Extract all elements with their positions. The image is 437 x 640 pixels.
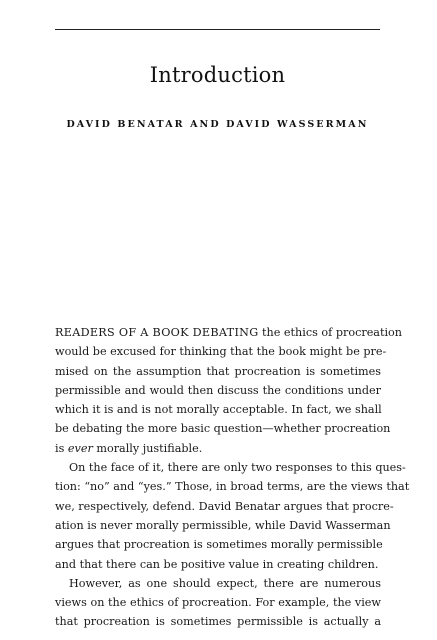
text-line: However, as one should expect, there are numerous [69,576,381,590]
text-line: mised on the assumption that procreation is sometimes [55,364,381,378]
text-line: is ever morally justifiable. [55,441,203,455]
header-rule [55,29,380,30]
chapter-authors: DAVID BENATAR AND DAVID WASSERMAN [66,119,369,130]
text-line: argues that procreation is sometimes morally permissible [55,538,383,552]
paragraph-3 [55,574,381,632]
paragraph-2 [55,458,410,574]
paragraph-1 [55,323,402,458]
chapter-title: Introduction [149,63,286,87]
text-line: would be excused for thinking that the book might be pre- [55,345,387,359]
text-line: and that there can be positive value in creating children. [55,557,379,571]
lead-in-smallcaps: READERS OF A BOOK DEBATING [55,326,259,339]
emphasis: ever [67,441,93,455]
text-line: permissible and would then discuss the conditions under [55,383,381,397]
body-text [55,323,410,632]
text-line: tion: “no” and “yes.” Those, in broad terms, are the views that [55,480,410,494]
text-line: which it is and is not morally acceptable. In fact, we shall [55,403,382,417]
text-line: views on the ethics of procreation. For example, the view [55,596,381,610]
text-line: ation is never morally permissible, while David Wasserman [55,518,391,532]
text-line: be debating the more basic question—whether procreation [55,422,391,436]
text-line: READERS OF A BOOK DEBATING the ethics of procreation [55,326,402,339]
text-line: On the face of it, there are only two responses to this ques- [69,461,406,475]
text-line: we, respectively, defend. David Benatar argues that procre- [55,499,394,513]
text-line: that procreation is sometimes permissible is actually a [55,615,381,629]
